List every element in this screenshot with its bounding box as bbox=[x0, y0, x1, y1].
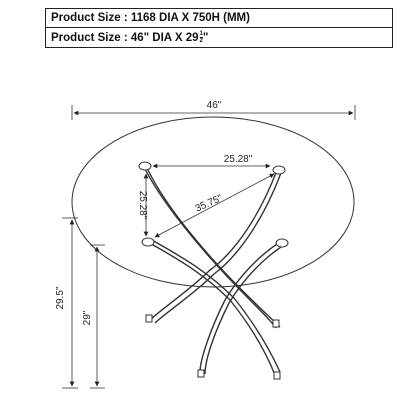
top-span-dimension bbox=[153, 154, 270, 166]
side-span-label: 25.28" bbox=[137, 190, 148, 220]
spec-imperial-suffix: " bbox=[202, 31, 209, 44]
fraction-denominator: 2 bbox=[199, 38, 203, 44]
foot-base-1 bbox=[146, 315, 152, 322]
top-span-label: 25.28" bbox=[223, 154, 253, 165]
spec-metric-text: Product Size : 1168 DIA X 750H (MM) bbox=[51, 12, 250, 24]
foot-base-4 bbox=[274, 372, 280, 379]
total-height-label: 29.5" bbox=[55, 286, 66, 310]
leg-height-dimension bbox=[82, 245, 105, 388]
foot-base-3 bbox=[198, 370, 204, 377]
diagonal-dimension bbox=[155, 174, 274, 237]
foot-mid-right bbox=[276, 239, 288, 247]
total-height-dimension bbox=[55, 218, 78, 388]
side-span-dimension bbox=[137, 174, 148, 236]
spec-imperial-text: Product Size : 46" DIA X 29 bbox=[51, 31, 199, 44]
width-label: 46" bbox=[206, 100, 222, 111]
foot-base-2 bbox=[273, 320, 279, 327]
fraction-numerator: 1 bbox=[199, 31, 203, 37]
foot-top-right bbox=[273, 166, 285, 174]
foot-mid-left bbox=[142, 238, 154, 246]
diagonal-label: 35.75" bbox=[193, 192, 225, 215]
leg-height-label: 29" bbox=[82, 310, 93, 326]
foot-top-left bbox=[139, 162, 151, 170]
